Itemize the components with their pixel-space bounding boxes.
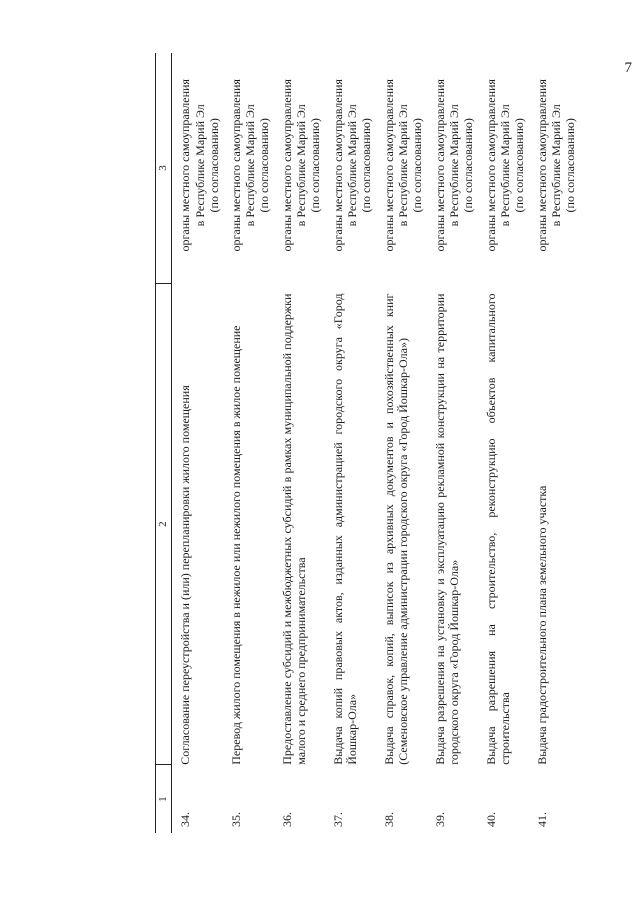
org-line: органы местного самоуправления — [534, 79, 549, 252]
responsible-org — [325, 53, 376, 284]
service-name: Предоставление субсидий и межбюджетных субсидий в рамках муниципальной поддержки малого и среднего предпринимательства — [279, 293, 309, 765]
org-line: органы местного самоуправления — [330, 79, 345, 252]
header-col-1: 1 — [156, 765, 172, 833]
responsible-org — [223, 53, 274, 284]
row-number: 35. — [228, 812, 243, 827]
org-line: (по согласованию) — [308, 118, 323, 213]
table-row — [376, 53, 427, 833]
table-row — [427, 53, 478, 833]
service-name: Перевод жилого помещения в нежилое или нежилого помещения в жилое помещение — [228, 325, 243, 765]
table-row — [325, 53, 376, 833]
service-name: Выдача копий правовых актов, изданных администрацией городского округа «Город Йошкар-Ола» — [330, 293, 360, 765]
table-row — [529, 53, 580, 833]
row-number: 38. — [381, 812, 396, 827]
org-line: (по согласованию) — [410, 118, 425, 213]
org-line: в Республике Марий Эл — [192, 104, 207, 227]
org-line: (по согласованию) — [512, 118, 527, 213]
org-line: в Республике Марий Эл — [294, 104, 309, 227]
org-line: органы местного самоуправления — [178, 79, 193, 252]
rotated-table-wrapper — [155, 53, 640, 833]
org-line: (по согласованию) — [359, 118, 374, 213]
responsible-org — [172, 53, 223, 284]
org-line: в Республике Марий Эл — [549, 104, 564, 227]
org-line: в Республике Марий Эл — [396, 104, 411, 227]
org-line: органы местного самоуправления — [381, 79, 396, 252]
service-name: Выдача разрешения на строительство, реконструкцию объектов капитального строительства — [483, 293, 513, 765]
org-line: (по согласованию) — [257, 118, 272, 213]
org-line: в Республике Марий Эл — [243, 104, 258, 227]
row-number: 40. — [483, 812, 498, 827]
table-row — [478, 53, 529, 833]
org-line: (по согласованию) — [206, 118, 221, 213]
org-line: органы местного самоуправления — [228, 79, 243, 252]
row-number: 39. — [432, 812, 447, 827]
table-row — [172, 53, 223, 833]
service-name: Выдача справок, копий, выписок из архивных документов и похозяйственных книг (Семеновское управление администрации городского округа «Город Йошкар-Ола») — [381, 293, 411, 765]
responsible-org — [376, 53, 427, 284]
responsible-org — [274, 53, 325, 284]
table-header-row — [156, 53, 172, 833]
row-number: 41. — [534, 812, 549, 827]
org-line: органы местного самоуправления — [279, 79, 294, 252]
org-line: (по согласованию) — [461, 118, 476, 213]
table-row — [223, 53, 274, 833]
header-col-3: 3 — [156, 53, 172, 284]
org-line: органы местного самоуправления — [483, 79, 498, 252]
org-line: органы местного самоуправления — [432, 79, 447, 252]
responsible-org — [427, 53, 478, 284]
service-name: Согласование переустройства и (или) перепланировки жилого помещения — [178, 385, 193, 765]
org-line: в Республике Марий Эл — [498, 104, 513, 227]
org-line: в Республике Марий Эл — [345, 104, 360, 227]
responsible-org — [529, 53, 580, 284]
service-name: Выдача градостроительного плана земельного участка — [534, 485, 549, 765]
page-number: 7 — [624, 60, 632, 76]
header-col-2: 2 — [156, 284, 172, 765]
org-line: в Республике Марий Эл — [447, 104, 462, 227]
row-number: 36. — [279, 812, 294, 827]
row-number: 37. — [330, 812, 345, 827]
table-row — [274, 53, 325, 833]
org-line: (по согласованию) — [563, 118, 578, 213]
row-number: 34. — [178, 812, 193, 827]
responsible-org — [478, 53, 529, 284]
services-table — [155, 53, 580, 833]
service-name: Выдача разрешения на установку и эксплуатацию рекламной конструкции на территории городского округа «Город Йошкар-Ола» — [432, 293, 462, 765]
